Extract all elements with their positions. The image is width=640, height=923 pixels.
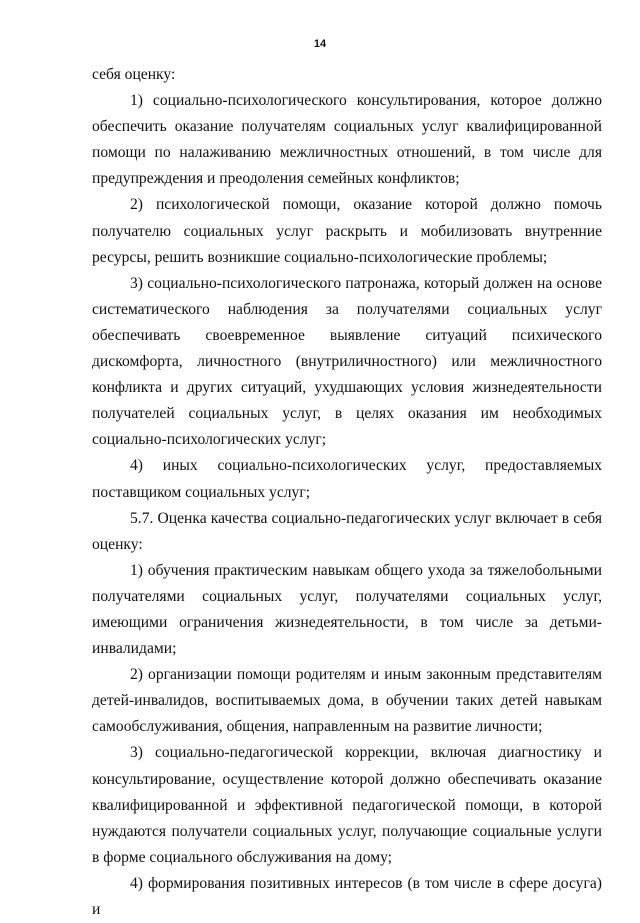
list-item-psychological-help: 2) психологической помощи, оказание которой должно помочь получателю социальных услуг раскрыть и мобилизовать внутренние ресурсы, решить возникшие социально-психологические проблемы; (92, 196, 602, 266)
list-item-patronage: 3) социально-психологического патронажа, который должен на основе систематического наблюдения за получателями социальных услуг обеспечивать своевременное выявление ситуаций психического дискомфорта, личностного (внутриличностного) или межличностного конфликта и других ситуаций, ухудшающих условия жизнедеятельности получателей социальных услуг, в целях оказания им необходимых социально-психологических услуг; (92, 274, 602, 449)
section-5-7: 5.7. Оценка качества социально-педагогических услуг включает в себя оценку: (92, 509, 602, 553)
paragraph-continuation: себя оценку: (92, 66, 176, 83)
list-item-pedagogical-correction: 3) социально-педагогической коррекции, включая диагностику и консультирование, осуществление которой должно обеспечивать оказание квалифицированной и эффективной педагогической помощи, в которой нуждаются получатели социальных услуг, получающие социальные услуги в форме социального обслуживания на дому; (92, 744, 602, 866)
page-number: 14 (313, 38, 327, 50)
list-item-parent-assistance: 2) организации помощи родителям и иным законным представителям детей-инвалидов, воспитываемых дома, в обучении таких детей навыкам самообслуживания, общения, направленным на развитие личности; (92, 666, 602, 736)
list-item-consulting: 1) социально-психологического консультирования, которое должно обеспечить оказание получателям социальных услуг квалифицированной помощи по налаживанию межличностных отношений, в том числе для предупреждения и преодоления семейных конфликтов; (92, 92, 602, 188)
document-body (92, 62, 602, 923)
list-item-positive-interests: 4) формирования позитивных интересов (в том числе в сфере досуга) и (92, 874, 602, 918)
list-item-other-services: 4) иных социально-психологических услуг, предоставляемых поставщиком социальных услуг; (92, 457, 602, 501)
list-item-care-training: 1) обучения практическим навыкам общего ухода за тяжелобольными получателями социальных услуг, получателями социальных услуг, имеющими ограничения жизнедеятельности, в том числе за детьми-инвалидами; (92, 561, 602, 658)
